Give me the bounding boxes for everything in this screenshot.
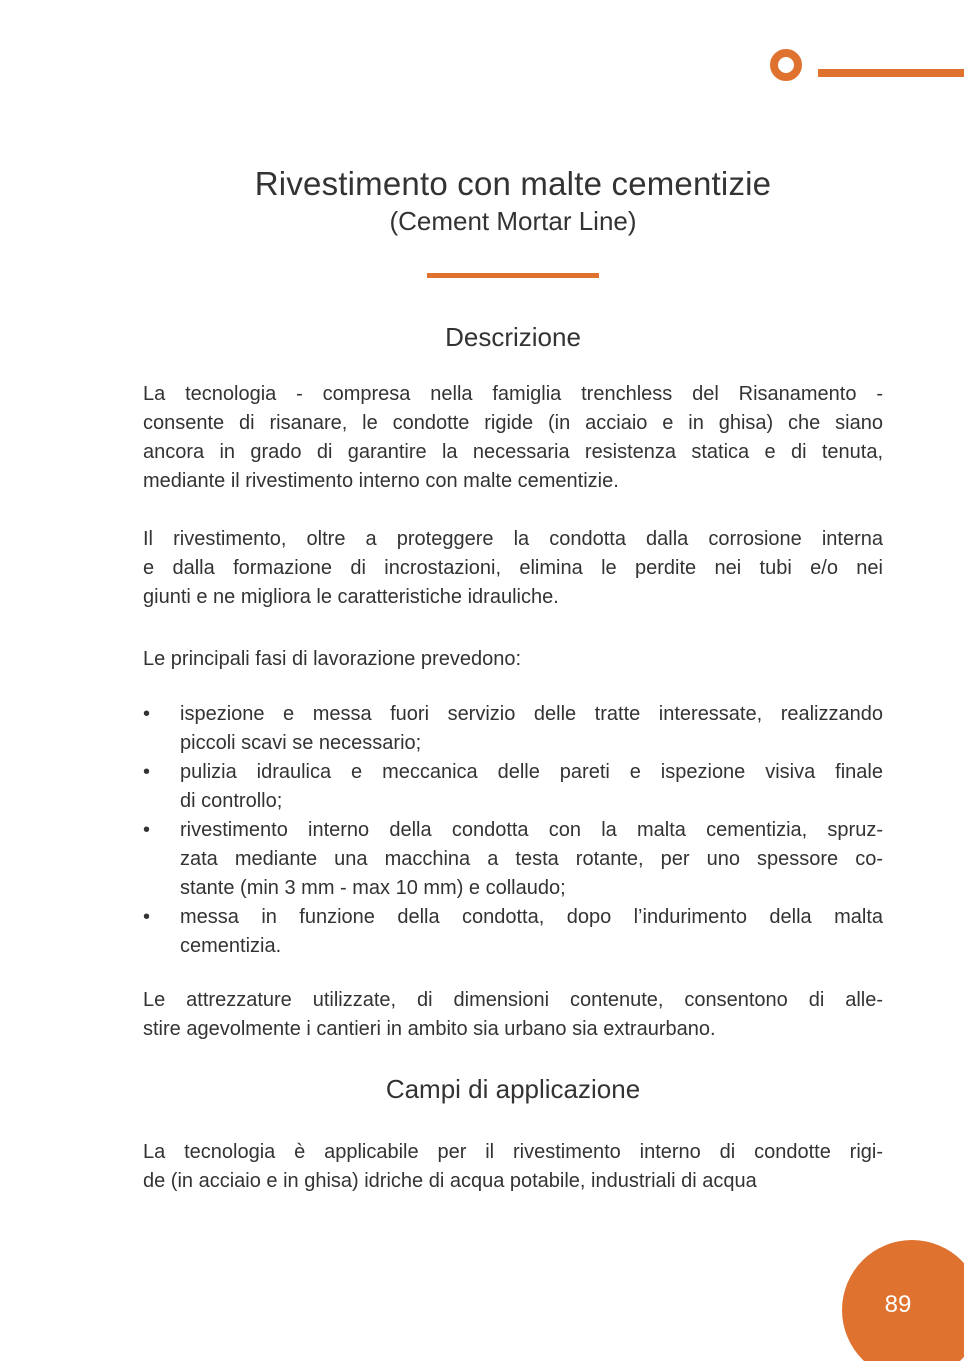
- list-item: [143, 816, 883, 903]
- section-heading-campi: Campi di applicazione: [385, 1074, 641, 1104]
- text-line: Le principali fasi di lavorazione prevedono:: [143, 648, 522, 670]
- bullet-icon: •: [143, 761, 151, 783]
- bullet-icon: •: [143, 703, 151, 725]
- paragraph: [143, 645, 883, 674]
- text-column: [143, 0, 883, 1196]
- text-line: Il rivestimento, oltre a proteggere la condotta dalla corrosione interna: [143, 528, 883, 550]
- list-item: [143, 903, 883, 961]
- page-number: 89: [884, 1291, 912, 1318]
- text-line: stire agevolmente i cantieri in ambito sia urbano sia extraurbano.: [143, 1018, 716, 1040]
- text-line: ancora in grado di garantire la necessaria resistenza statica e di tenuta,: [143, 441, 883, 463]
- text-line: messa in funzione della condotta, dopo l’indurimento della malta: [180, 906, 883, 928]
- text-line: La tecnologia è applicabile per il rivestimento interno di condotte rigi-: [143, 1141, 883, 1163]
- list-item-text: [180, 816, 883, 903]
- page-title: Rivestimento con malte cementizie: [254, 165, 772, 202]
- title-divider: [427, 273, 599, 278]
- process-steps-list: [143, 700, 883, 961]
- paragraph: [143, 1138, 883, 1196]
- page-subtitle: (Cement Mortar Line): [389, 206, 637, 236]
- page-number-badge: [842, 1240, 964, 1361]
- text-line: Le attrezzature utilizzate, di dimensioni contenute, consentono di alle-: [143, 989, 883, 1011]
- list-item: [143, 700, 883, 758]
- text-line: mediante il rivestimento interno con malte cementizie.: [143, 470, 619, 492]
- text-line: di controllo;: [180, 790, 283, 812]
- text-line: piccoli scavi se necessario;: [180, 732, 422, 754]
- bullet-icon: •: [143, 819, 151, 841]
- list-item-text: [180, 700, 883, 758]
- text-line: pulizia idraulica e meccanica delle pareti e ispezione visiva finale: [180, 761, 883, 783]
- text-line: stante (min 3 mm - max 10 mm) e collaudo;: [180, 877, 566, 899]
- text-line: cementizia.: [180, 935, 282, 957]
- text-line: ispezione e messa fuori servizio delle tratte interessate, realizzando: [180, 703, 883, 725]
- paragraph: [143, 986, 883, 1044]
- text-line: consente di risanare, le condotte rigide (in acciaio e in ghisa) che siano: [143, 412, 883, 434]
- text-line: e dalla formazione di incrostazioni, elimina le perdite nei tubi e/o nei: [143, 557, 883, 579]
- text-line: rivestimento interno della condotta con la malta cementizia, spruz-: [180, 819, 883, 841]
- list-item: [143, 758, 883, 816]
- list-item-text: [180, 903, 883, 961]
- list-item-text: [180, 758, 883, 816]
- text-line: zata mediante una macchina a testa rotante, per uno spessore co-: [180, 848, 883, 870]
- paragraph: [143, 380, 883, 496]
- section-heading-descrizione: Descrizione: [445, 322, 581, 352]
- bullet-icon: •: [143, 906, 151, 928]
- text-line: La tecnologia - compresa nella famiglia trenchless del Risanamento -: [143, 383, 883, 405]
- paragraph: [143, 525, 883, 612]
- text-line: de (in acciaio e in ghisa) idriche di acqua potabile, industriali di acqua: [143, 1170, 757, 1192]
- text-line: giunti e ne migliora le caratteristiche idrauliche.: [143, 586, 559, 608]
